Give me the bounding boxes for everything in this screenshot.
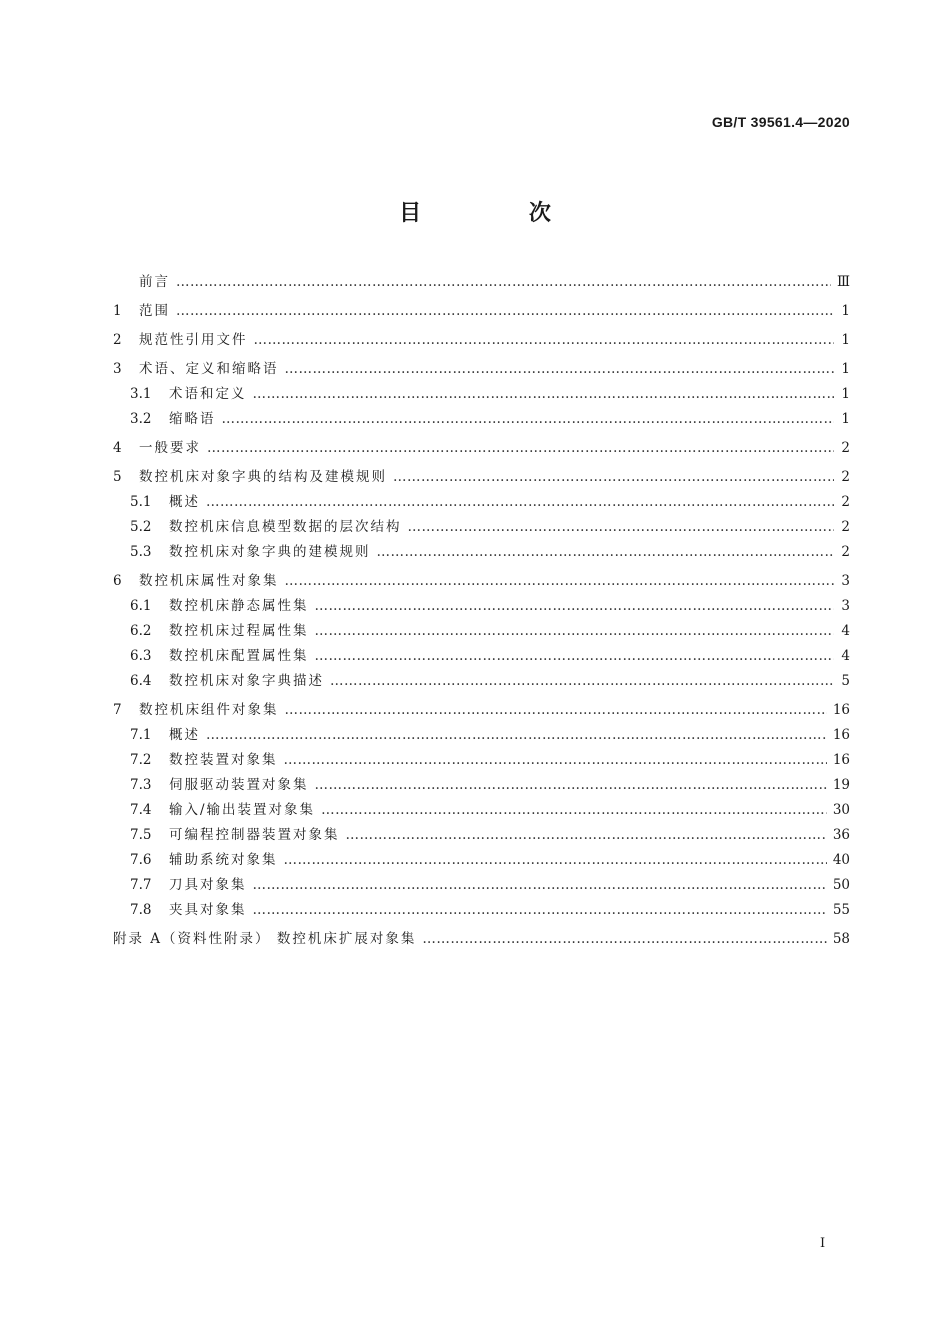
toc-entry-label: 可编程控制器装置对象集	[169, 827, 340, 843]
toc-entry[interactable]	[113, 646, 850, 666]
toc-entry[interactable]	[113, 571, 850, 591]
toc-entry-number: 4	[113, 440, 122, 456]
toc-entry-number: 7.8	[130, 902, 152, 918]
toc-entry-page: 1	[841, 303, 850, 319]
toc-entry-number: 7.6	[130, 852, 152, 868]
toc-entry-label: 缩略语	[169, 411, 216, 427]
toc-entry-label: 术语、定义和缩略语	[139, 361, 279, 377]
toc-dot-leader	[222, 409, 835, 429]
toc-entry-page: 1	[841, 332, 850, 348]
toc-entry[interactable]	[113, 272, 850, 292]
toc-dot-leader	[253, 900, 827, 920]
toc-dot-leader	[285, 359, 835, 379]
toc-entry-label: 前言	[139, 274, 170, 290]
toc-entry-number: 5.1	[130, 494, 152, 510]
toc-entry-label: 附录 A（资料性附录） 数控机床扩展对象集	[113, 931, 417, 947]
standard-code: GB/T 39561.4—2020	[711, 114, 850, 130]
toc-dot-leader	[284, 850, 827, 870]
toc-entry-number: 7.2	[130, 752, 152, 768]
toc-entry[interactable]	[113, 330, 850, 350]
toc-dot-leader	[253, 384, 835, 404]
toc-entry-page: 16	[832, 702, 850, 718]
toc-entry-label: 数控机床静态属性集	[169, 598, 309, 614]
toc-dot-leader	[284, 750, 827, 770]
toc-dot-leader	[254, 330, 835, 350]
toc-entry[interactable]	[113, 671, 850, 691]
toc-dot-leader	[315, 596, 835, 616]
toc-entry[interactable]	[113, 517, 850, 537]
toc-dot-leader	[315, 646, 835, 666]
toc-dot-leader	[285, 700, 827, 720]
toc-entry-number: 3.1	[130, 386, 152, 402]
toc-entry[interactable]	[113, 800, 850, 820]
toc-entry[interactable]	[113, 467, 850, 487]
toc-entry-number: 3	[113, 361, 122, 377]
toc-entry-number: 7.4	[130, 802, 152, 818]
toc-entry[interactable]	[113, 359, 850, 379]
toc-entry-label: 规范性引用文件	[139, 332, 248, 348]
toc-entry[interactable]	[113, 438, 850, 458]
toc-entry[interactable]	[113, 492, 850, 512]
toc-entry-page: 5	[841, 673, 850, 689]
toc-entry[interactable]	[113, 850, 850, 870]
toc-dot-leader	[346, 825, 827, 845]
toc-entry-number: 5.3	[130, 544, 152, 560]
toc-entry-number: 3.2	[130, 411, 152, 427]
toc-entry-page: 1	[841, 411, 850, 427]
toc-entry[interactable]	[113, 700, 850, 720]
toc-entry-label: 伺服驱动装置对象集	[169, 777, 309, 793]
toc-entry-label: 夹具对象集	[169, 902, 247, 918]
toc-entry-page: 58	[832, 931, 850, 947]
toc-entry-number: 1	[113, 303, 122, 319]
toc-entry[interactable]	[113, 875, 850, 895]
toc-dot-leader	[330, 671, 834, 691]
toc-dot-leader	[315, 621, 835, 641]
toc-entry-page: 16	[832, 727, 850, 743]
toc-dot-leader	[377, 542, 835, 562]
toc-entry-number: 6.3	[130, 648, 152, 664]
toc-dot-leader	[393, 467, 834, 487]
toc-dot-leader	[285, 571, 835, 591]
toc-entry[interactable]	[113, 825, 850, 845]
toc-entry-page: 1	[841, 386, 850, 402]
toc-dot-leader	[176, 272, 831, 292]
toc-entry[interactable]	[113, 542, 850, 562]
toc-entry[interactable]	[113, 750, 850, 770]
toc-entry-page: 2	[841, 494, 850, 510]
toc-entry-label: 数控机床配置属性集	[169, 648, 309, 664]
toc-entry[interactable]	[113, 900, 850, 920]
toc-entry-page: 16	[832, 752, 850, 768]
toc-entry[interactable]	[113, 775, 850, 795]
toc-entry-number: 7.1	[130, 727, 152, 743]
page-title: 目 次	[399, 201, 601, 226]
toc-dot-leader	[315, 775, 827, 795]
toc-entry-page: 55	[832, 902, 850, 918]
toc-entry-label: 数控机床对象字典描述	[169, 673, 324, 689]
toc-entry-number: 7	[113, 702, 122, 718]
page-number: I	[820, 1236, 826, 1251]
toc-entry-page: 4	[841, 623, 850, 639]
toc-entry[interactable]	[113, 621, 850, 641]
toc-entry-label: 数控机床对象字典的建模规则	[169, 544, 371, 560]
toc-entry-number: 5	[113, 469, 122, 485]
toc-dot-leader	[207, 438, 834, 458]
toc-entry-page: 36	[832, 827, 850, 843]
toc-entry[interactable]	[113, 596, 850, 616]
toc-entry-page: Ⅲ	[836, 274, 850, 290]
toc-entry[interactable]	[113, 384, 850, 404]
toc-entry[interactable]	[113, 725, 850, 745]
toc-entry-number: 2	[113, 332, 122, 348]
toc-entry-page: 3	[841, 598, 850, 614]
toc-entry-label: 术语和定义	[169, 386, 247, 402]
toc-entry-label: 数控机床对象字典的结构及建模规则	[139, 469, 387, 485]
toc-dot-leader	[422, 929, 826, 949]
toc-entry-label: 范围	[139, 303, 170, 319]
toc-entry-label: 概述	[169, 494, 200, 510]
toc-entry-label: 辅助系统对象集	[169, 852, 278, 868]
toc-entry-page: 4	[841, 648, 850, 664]
toc-entry-page: 2	[841, 469, 850, 485]
toc-entry-label: 数控机床组件对象集	[139, 702, 279, 718]
toc-dot-leader	[206, 492, 834, 512]
toc-entry-number: 6.1	[130, 598, 152, 614]
toc-entry-label: 数控机床过程属性集	[169, 623, 309, 639]
table-of-contents	[113, 272, 850, 949]
toc-entry-label: 数控机床属性对象集	[139, 573, 279, 589]
toc-entry-number: 6.4	[130, 673, 152, 689]
toc-dot-leader	[408, 517, 835, 537]
toc-entry-label: 概述	[169, 727, 200, 743]
toc-dot-leader	[206, 725, 827, 745]
toc-entry-number: 6	[113, 573, 122, 589]
toc-entry[interactable]	[113, 929, 850, 949]
toc-entry-number: 5.2	[130, 519, 152, 535]
toc-entry-number: 6.2	[130, 623, 152, 639]
toc-entry-label: 数控装置对象集	[169, 752, 278, 768]
toc-entry-page: 50	[832, 877, 850, 893]
toc-entry-page: 1	[841, 361, 850, 377]
toc-entry-number: 7.3	[130, 777, 152, 793]
toc-entry-page: 30	[832, 802, 850, 818]
toc-entry[interactable]	[113, 301, 850, 321]
toc-entry-page: 3	[841, 573, 850, 589]
toc-entry-label: 数控机床信息模型数据的层次结构	[169, 519, 402, 535]
toc-entry-number: 7.7	[130, 877, 152, 893]
toc-entry-label: 输入/输出装置对象集	[169, 802, 316, 818]
toc-dot-leader	[253, 875, 827, 895]
toc-entry-page: 19	[832, 777, 850, 793]
toc-entry-page: 40	[832, 852, 850, 868]
toc-entry[interactable]	[113, 409, 850, 429]
toc-entry-page: 2	[841, 519, 850, 535]
toc-dot-leader	[321, 800, 827, 820]
toc-entry-page: 2	[841, 440, 850, 456]
toc-dot-leader	[176, 301, 834, 321]
toc-entry-page: 2	[841, 544, 850, 560]
toc-entry-number: 7.5	[130, 827, 152, 843]
toc-entry-label: 一般要求	[139, 440, 201, 456]
toc-entry-label: 刀具对象集	[169, 877, 247, 893]
